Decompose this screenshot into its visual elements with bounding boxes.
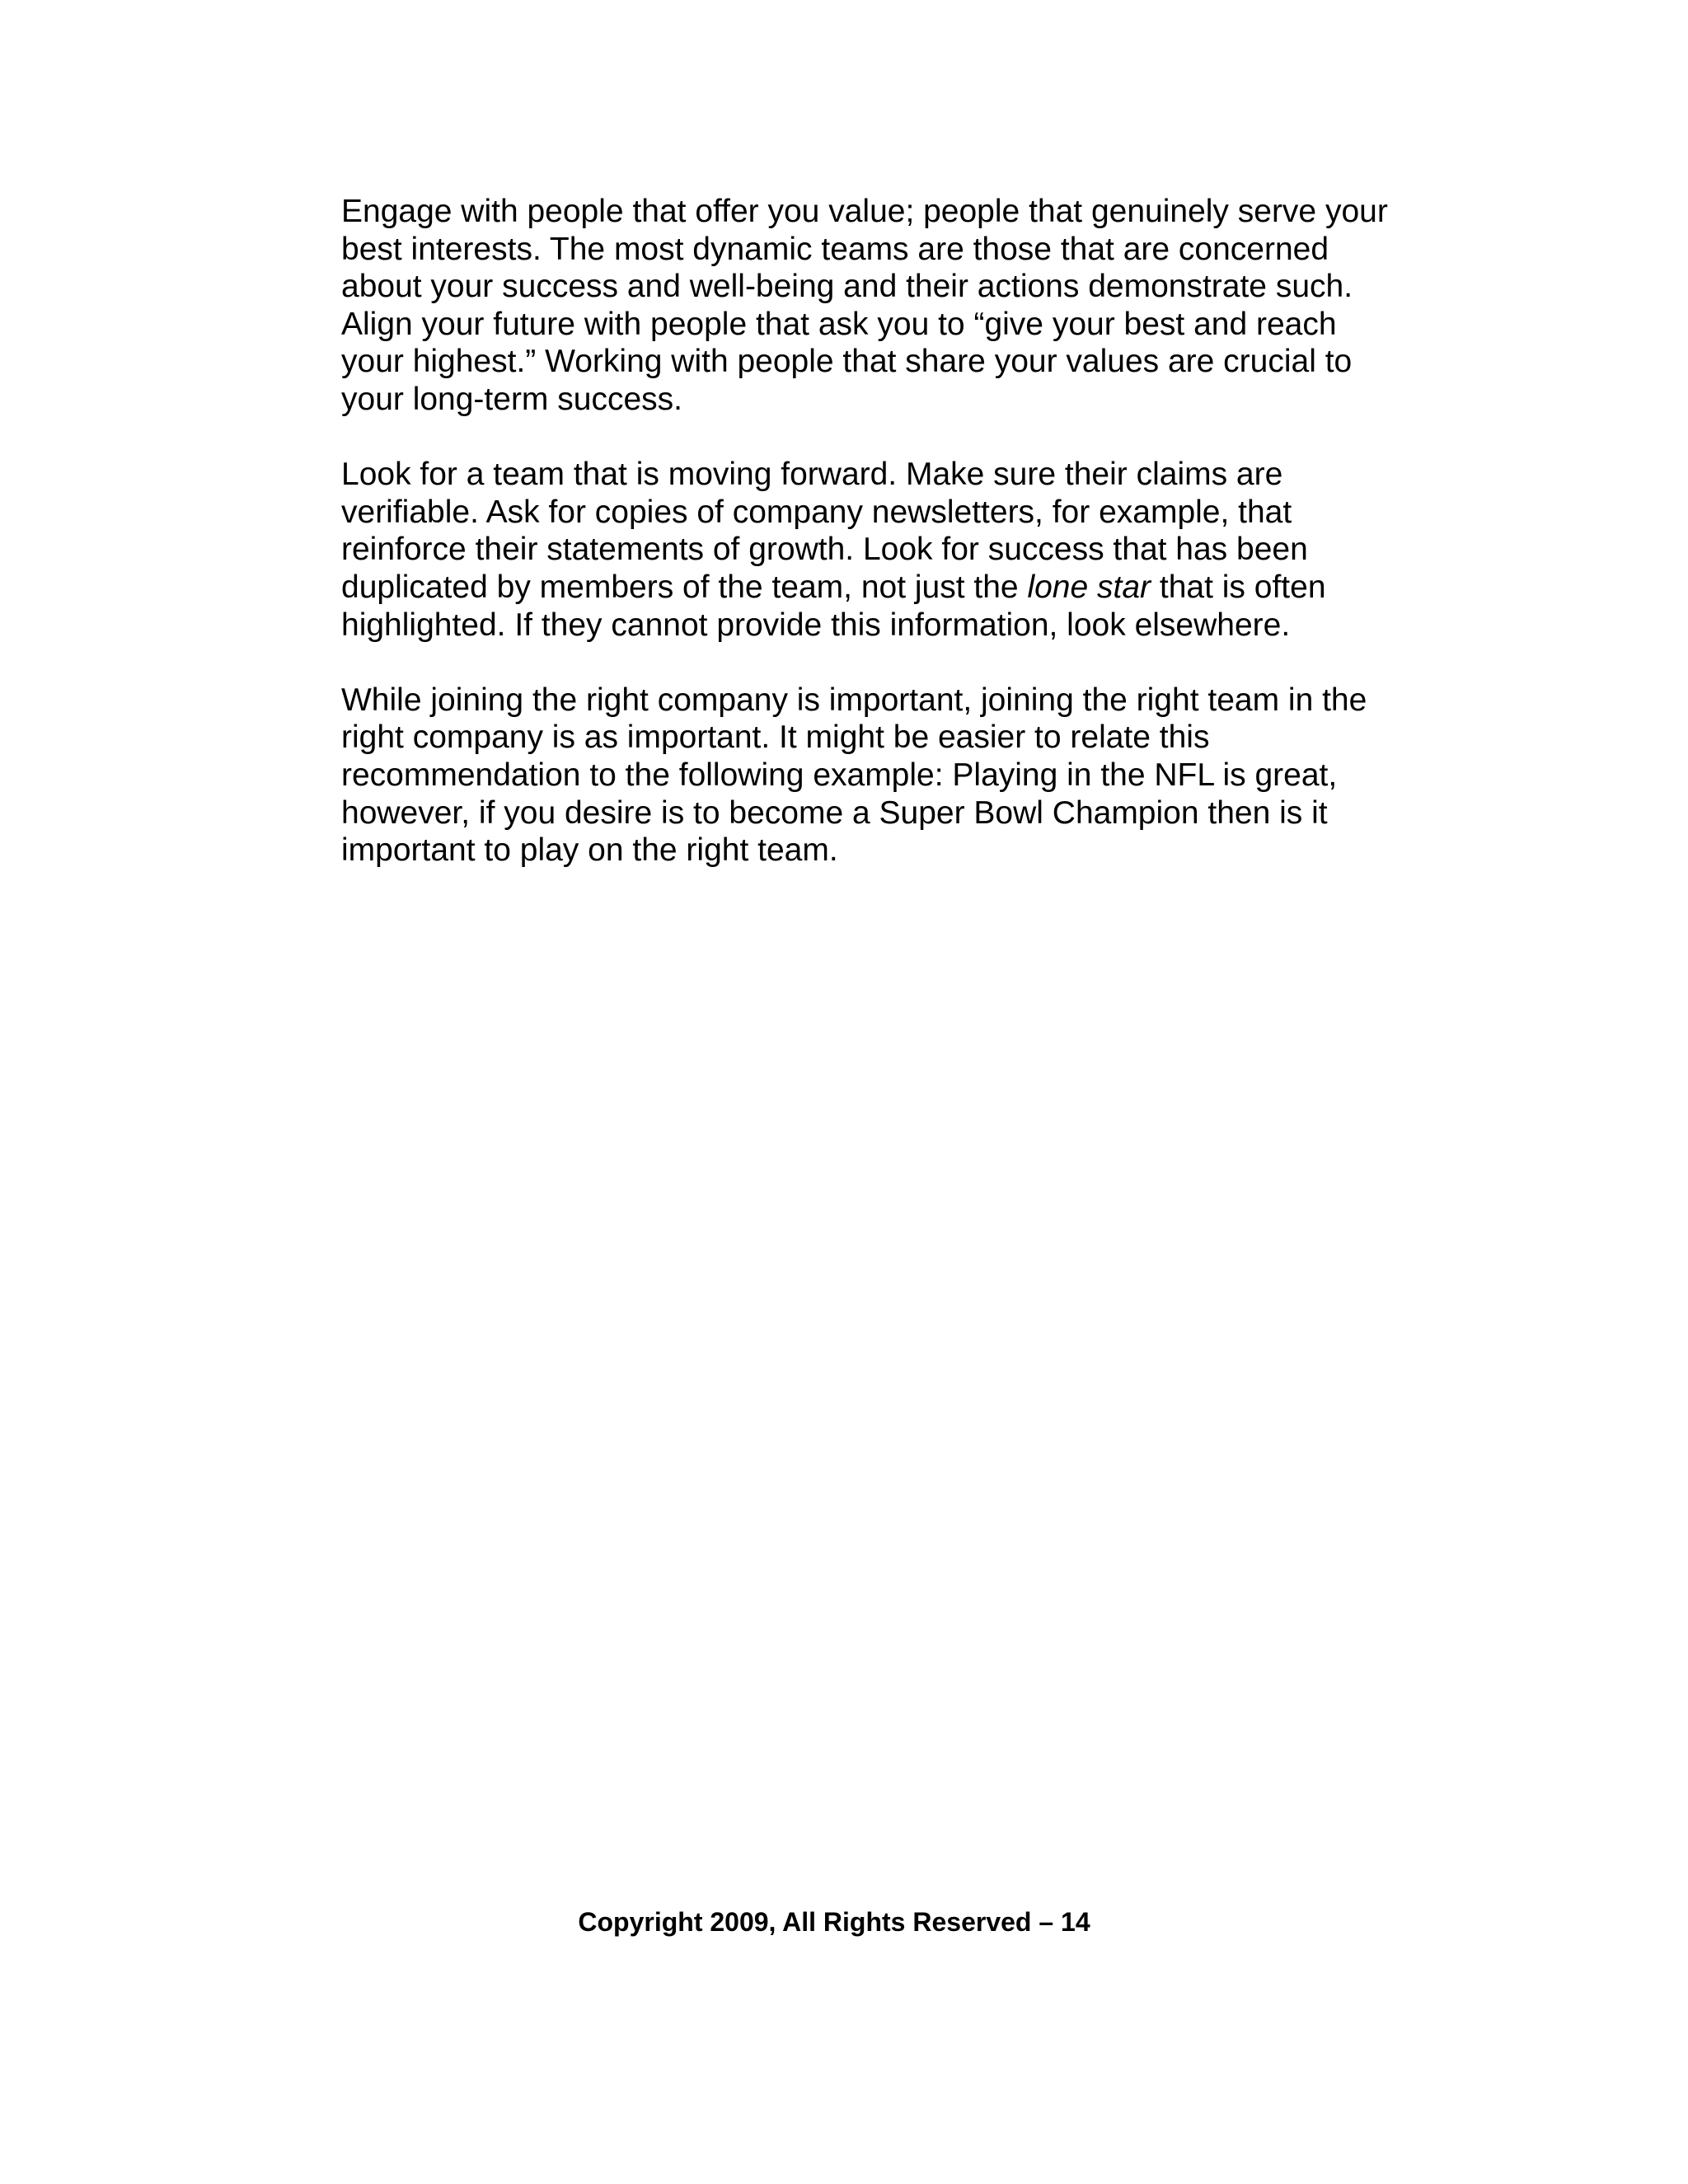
paragraph-right-team xyxy=(341,682,1429,869)
text-line: important to play on the right team. xyxy=(341,832,838,869)
page-body xyxy=(341,193,1429,869)
text-line: Engage with people that offer you value; people that genuinely serve your xyxy=(341,194,1388,229)
text-segment: that is often xyxy=(1151,569,1326,605)
text-line: however, if you desire is to become a Super Bowl Champion then is it xyxy=(341,794,1328,831)
text-line: about your success and well-being and their actions demonstrate such. xyxy=(341,269,1353,305)
text-line: reinforce their statements of growth. Look for success that has been xyxy=(341,532,1308,568)
page-footer: Copyright 2009, All Rights Reserved – 14 xyxy=(578,1907,1090,1937)
text-line: verifiable. Ask for copies of company newsletters, for example, that xyxy=(341,494,1292,530)
text-line-with-emphasis xyxy=(341,569,1429,607)
text-line: recommendation to the following example: Playing in the NFL is great, xyxy=(341,757,1338,793)
text-line: Align your future with people that ask you to “give your best and reach xyxy=(341,306,1337,342)
text-line: Look for a team that is moving forward. Make sure their claims are xyxy=(341,457,1283,493)
text-line: your long-term success. xyxy=(341,381,682,417)
text-line: While joining the right company is important, joining the right team in the xyxy=(341,682,1367,718)
text-line: right company is as important. It might be easier to relate this xyxy=(341,719,1210,756)
paragraph-team-values xyxy=(341,193,1429,419)
emphasized-text: lone star xyxy=(1027,569,1151,605)
text-line: highlighted. If they cannot provide this information, look elsewhere. xyxy=(341,607,1291,643)
paragraph-moving-forward xyxy=(341,456,1429,644)
text-line: your highest.” Working with people that share your values are crucial to xyxy=(341,344,1353,380)
text-line: best interests. The most dynamic teams are those that are concerned xyxy=(341,231,1329,267)
text-segment: duplicated by members of the team, not just the xyxy=(341,569,1028,605)
